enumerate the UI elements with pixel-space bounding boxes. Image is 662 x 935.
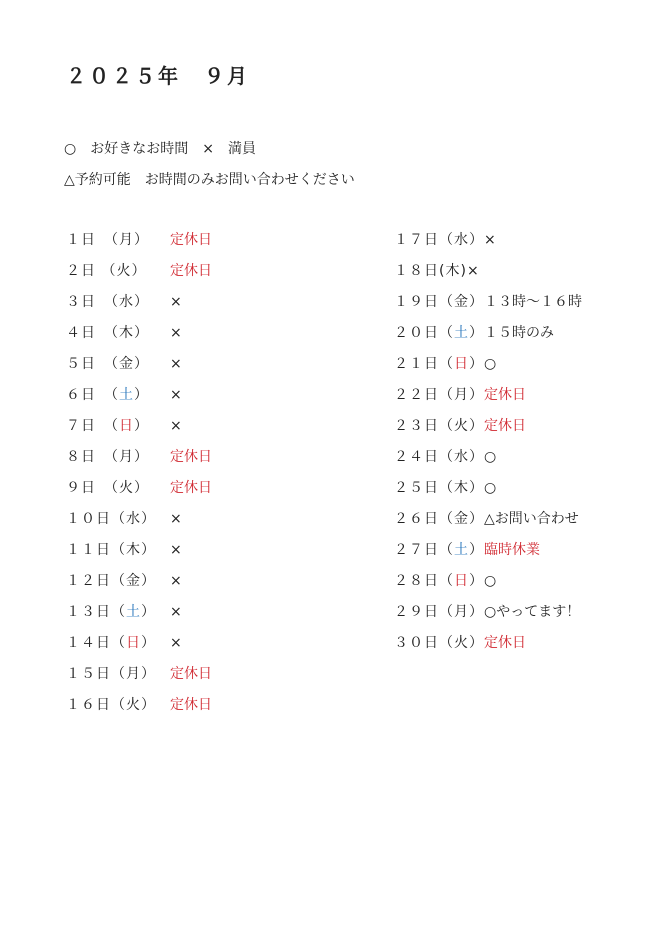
schedule-row	[66, 290, 212, 321]
day-label	[394, 569, 484, 593]
date-text: １０日	[66, 511, 111, 527]
availability-status: △お問い合わせ	[484, 511, 579, 527]
weekday-close-paren: ）	[469, 418, 484, 434]
availability-status: ×	[484, 232, 496, 248]
date-text: ２４日	[394, 449, 439, 465]
schedule-row	[66, 445, 212, 476]
availability-status: ○	[484, 449, 497, 465]
weekday-text: 金	[119, 356, 134, 372]
weekday-open-paren: （	[439, 573, 454, 589]
weekday-text: 火	[119, 480, 134, 496]
availability-status: １５時のみ	[484, 325, 554, 341]
weekday-open-paren: （	[439, 511, 454, 527]
date-text: １２日	[66, 573, 111, 589]
weekday-close-paren: ）	[469, 449, 484, 465]
day-label	[66, 600, 170, 624]
weekday-open-paren: （	[439, 542, 454, 558]
page-title: ２０２５年 ９月	[66, 64, 250, 88]
date-text: １４日	[66, 635, 111, 651]
weekday-open-paren: （	[439, 232, 454, 248]
schedule-row	[394, 507, 582, 538]
weekday-open-paren: （	[101, 263, 117, 279]
weekday-open-paren: （	[439, 604, 454, 620]
weekday-close-paren: ）	[469, 542, 484, 558]
weekday-close-paren: ）	[469, 604, 484, 620]
weekday-text: 金	[126, 573, 141, 589]
day-label	[394, 538, 484, 562]
availability-status: ○	[484, 356, 497, 372]
day-label	[66, 507, 170, 531]
schedule-row	[394, 290, 582, 321]
weekday-close-paren: )	[460, 263, 467, 279]
weekday-open-paren: （	[111, 356, 119, 372]
availability-status: ×	[170, 635, 182, 651]
day-label	[66, 259, 170, 283]
weekday-close-paren: ）	[469, 511, 484, 527]
date-text: ３日	[66, 294, 111, 310]
availability-status: 定休日	[170, 449, 212, 465]
schedule-row	[394, 569, 582, 600]
weekday-open-paren: （	[111, 480, 119, 496]
availability-status: ×	[170, 325, 182, 341]
day-label	[66, 631, 170, 655]
availability-status: １３時～１６時	[484, 294, 582, 310]
day-label	[394, 631, 484, 655]
day-label	[66, 662, 170, 686]
weekday-text: 水	[126, 511, 141, 527]
availability-status: ×	[466, 263, 479, 279]
weekday-open-paren: （	[111, 573, 126, 589]
schedule-row	[394, 445, 582, 476]
weekday-text: 日	[126, 635, 141, 651]
date-text: ４日	[66, 325, 111, 341]
schedule-row	[66, 383, 212, 414]
date-text: ７日	[66, 418, 111, 434]
weekday-close-paren: ）	[134, 480, 149, 496]
weekday-text: 月	[126, 666, 141, 682]
weekday-open-paren: （	[439, 325, 454, 341]
availability-status: 定休日	[170, 480, 212, 496]
day-label	[66, 538, 170, 562]
availability-status: ○	[484, 573, 497, 589]
date-text: １５日	[66, 666, 111, 682]
weekday-text: 日	[119, 418, 134, 434]
weekday-close-paren: ）	[134, 418, 149, 434]
schedule-row	[394, 538, 582, 569]
schedule-row	[66, 569, 212, 600]
date-text: ２１日	[394, 356, 439, 372]
availability-status: 定休日	[170, 666, 212, 682]
weekday-open-paren: （	[111, 418, 119, 434]
date-text: ２８日	[394, 573, 439, 589]
weekday-close-paren: ）	[469, 356, 484, 372]
weekday-text: 水	[454, 232, 469, 248]
weekday-text: 月	[454, 387, 469, 403]
availability-status: ×	[170, 356, 182, 372]
schedule-row	[66, 414, 212, 445]
weekday-open-paren: （	[111, 232, 119, 248]
date-text: １日	[66, 232, 111, 248]
date-text: ２２日	[394, 387, 439, 403]
day-label	[66, 476, 170, 500]
weekday-text: 土	[126, 604, 141, 620]
day-label	[66, 383, 170, 407]
weekday-text: 月	[119, 449, 134, 465]
day-label	[66, 693, 170, 717]
weekday-open-paren: （	[111, 325, 119, 341]
weekday-close-paren: ）	[141, 573, 156, 589]
weekday-close-paren: ）	[131, 263, 147, 279]
date-text: １３日	[66, 604, 111, 620]
weekday-close-paren: ）	[141, 604, 156, 620]
date-text: ２５日	[394, 480, 439, 496]
weekday-close-paren: ）	[134, 232, 149, 248]
availability-status: ○やってます！	[484, 604, 581, 620]
day-label	[66, 290, 170, 314]
weekday-text: 土	[454, 325, 469, 341]
date-text: ８日	[66, 449, 111, 465]
availability-status: ×	[170, 511, 182, 527]
availability-status: ×	[170, 573, 182, 589]
date-text: ２９日	[394, 604, 439, 620]
weekday-open-paren: （	[439, 294, 454, 310]
weekday-close-paren: ）	[141, 635, 156, 651]
weekday-open-paren: （	[439, 356, 454, 372]
schedule-row	[66, 507, 212, 538]
schedule-row	[394, 383, 582, 414]
weekday-text: 土	[119, 387, 134, 403]
day-label	[66, 228, 170, 252]
weekday-open-paren: （	[439, 387, 454, 403]
weekday-open-paren: （	[439, 449, 454, 465]
schedule-row	[394, 228, 582, 259]
date-text: ２７日	[394, 542, 439, 558]
availability-status: 定休日	[170, 232, 212, 248]
availability-status: ×	[170, 387, 182, 403]
weekday-close-paren: ）	[134, 449, 149, 465]
schedule-row	[394, 259, 582, 290]
weekday-open-paren: （	[111, 542, 126, 558]
availability-status: 臨時休業	[484, 542, 540, 558]
schedule-row	[66, 538, 212, 569]
availability-status: 定休日	[170, 697, 212, 713]
weekday-close-paren: ）	[469, 635, 484, 651]
date-text: １９日	[394, 294, 439, 310]
date-text: ２日	[66, 263, 102, 279]
weekday-close-paren: ）	[469, 573, 484, 589]
calendar-column-right	[394, 228, 582, 662]
weekday-close-paren: ）	[134, 356, 149, 372]
date-text: １１日	[66, 542, 111, 558]
weekday-close-paren: ）	[141, 697, 156, 713]
weekday-close-paren: ）	[134, 387, 149, 403]
schedule-row	[394, 321, 582, 352]
weekday-text: 木	[445, 263, 461, 279]
date-text: ２６日	[394, 511, 439, 527]
day-label	[394, 507, 484, 531]
weekday-text: 木	[126, 542, 141, 558]
availability-status: ○	[484, 480, 497, 496]
weekday-open-paren: (	[439, 263, 446, 279]
weekday-open-paren: （	[439, 480, 454, 496]
day-label	[394, 476, 484, 500]
schedule-row	[394, 600, 582, 631]
weekday-open-paren: （	[111, 294, 119, 310]
date-text: ５日	[66, 356, 111, 372]
schedule-row	[394, 352, 582, 383]
date-text: １６日	[66, 697, 111, 713]
date-text: ３０日	[394, 635, 439, 651]
day-label	[394, 228, 484, 252]
weekday-close-paren: ）	[469, 232, 484, 248]
day-label	[394, 600, 484, 624]
weekday-open-paren: （	[111, 387, 119, 403]
date-text: ６日	[66, 387, 111, 403]
availability-status: 定休日	[484, 387, 526, 403]
availability-status: 定休日	[170, 263, 212, 279]
availability-status: 定休日	[484, 635, 526, 651]
weekday-open-paren: （	[111, 449, 119, 465]
schedule-row	[66, 321, 212, 352]
day-label	[66, 321, 170, 345]
date-text: ２３日	[394, 418, 439, 434]
day-label	[66, 352, 170, 376]
availability-status: ×	[170, 418, 182, 434]
weekday-close-paren: ）	[469, 480, 484, 496]
weekday-open-paren: （	[111, 697, 126, 713]
schedule-row	[66, 693, 212, 724]
weekday-open-paren: （	[111, 511, 126, 527]
weekday-text: 金	[454, 294, 469, 310]
weekday-text: 金	[454, 511, 469, 527]
weekday-open-paren: （	[439, 635, 454, 651]
date-text: １８日	[394, 263, 439, 279]
schedule-row	[66, 600, 212, 631]
legend-note: △予約可能 お時間のみお問い合わせください	[64, 172, 355, 188]
availability-status: ×	[170, 542, 182, 558]
day-label	[394, 414, 484, 438]
availability-status: ×	[170, 294, 182, 310]
date-text: ９日	[66, 480, 111, 496]
weekday-text: 水	[454, 449, 469, 465]
weekday-text: 土	[454, 542, 469, 558]
day-label	[66, 569, 170, 593]
weekday-close-paren: ）	[141, 511, 156, 527]
weekday-text: 木	[454, 480, 469, 496]
schedule-row	[394, 476, 582, 507]
schedule-row	[394, 414, 582, 445]
day-label	[394, 383, 484, 407]
weekday-text: 日	[454, 573, 469, 589]
weekday-close-paren: ）	[469, 325, 484, 341]
weekday-text: 火	[454, 635, 469, 651]
schedule-row	[66, 228, 212, 259]
weekday-text: 火	[454, 418, 469, 434]
legend-symbols: ○ お好きなお時間 × 満員	[64, 141, 256, 157]
day-label	[394, 259, 467, 283]
schedule-row	[66, 476, 212, 507]
schedule-row	[66, 352, 212, 383]
day-label	[394, 321, 484, 345]
weekday-close-paren: ）	[141, 542, 156, 558]
weekday-text: 月	[454, 604, 469, 620]
weekday-close-paren: ）	[469, 294, 484, 310]
weekday-open-paren: （	[439, 418, 454, 434]
weekday-open-paren: （	[111, 666, 126, 682]
day-label	[66, 445, 170, 469]
weekday-open-paren: （	[111, 604, 126, 620]
schedule-row	[66, 631, 212, 662]
weekday-open-paren: （	[111, 635, 126, 651]
weekday-text: 月	[119, 232, 134, 248]
schedule-row	[66, 259, 212, 290]
day-label	[394, 290, 484, 314]
weekday-text: 日	[454, 356, 469, 372]
schedule-row	[66, 662, 212, 693]
date-text: ２０日	[394, 325, 439, 341]
weekday-close-paren: ）	[469, 387, 484, 403]
day-label	[394, 445, 484, 469]
weekday-close-paren: ）	[134, 294, 149, 310]
day-label	[66, 414, 170, 438]
weekday-close-paren: ）	[141, 666, 156, 682]
day-label	[394, 352, 484, 376]
availability-status: 定休日	[484, 418, 526, 434]
calendar-column-left	[66, 228, 212, 724]
schedule-row	[394, 631, 582, 662]
weekday-text: 火	[126, 697, 141, 713]
date-text: １７日	[394, 232, 439, 248]
weekday-text: 水	[119, 294, 134, 310]
weekday-text: 火	[116, 263, 132, 279]
weekday-close-paren: ）	[134, 325, 149, 341]
weekday-text: 木	[119, 325, 134, 341]
availability-status: ×	[170, 604, 182, 620]
